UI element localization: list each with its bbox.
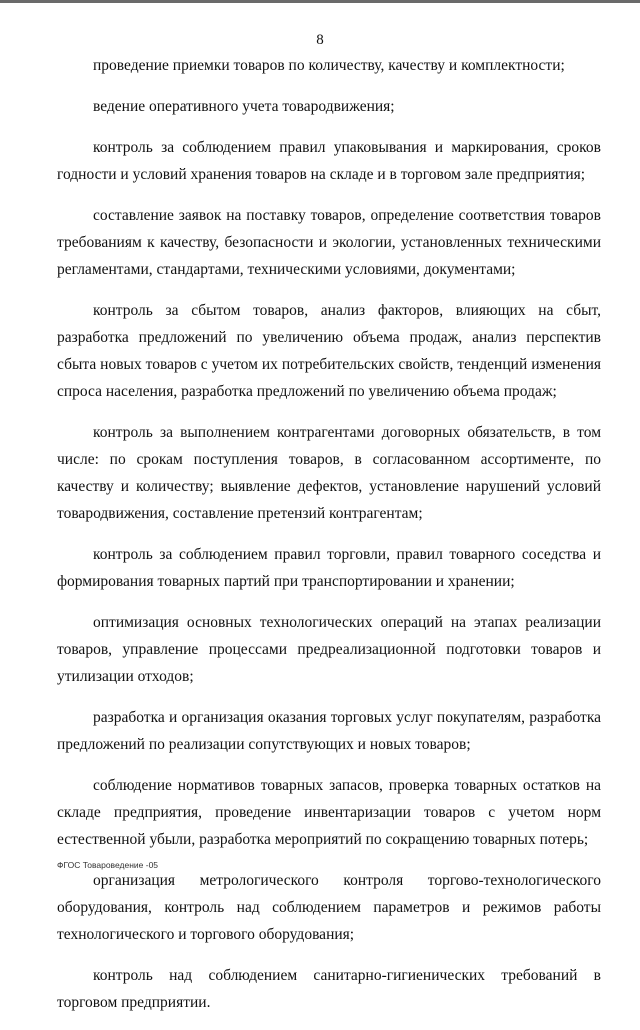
document-body — [57, 52, 601, 1030]
footer-label: ФГОС Товароведение -05 — [57, 860, 159, 870]
paragraph: ведение оперативного учета товародвижения; — [93, 98, 395, 115]
paragraph: контроль за соблюдением правил торговли, правил товарного соседства и формирования товарных партий при транспортировании и хранении; — [57, 546, 601, 590]
paragraph: разработка и организация оказания торговых услуг покупателям, разработка предложений по реализации сопутствующих и новых товаров; — [57, 709, 601, 753]
scan-top-edge — [0, 0, 640, 3]
page-number: 8 — [316, 32, 324, 48]
paragraph: проведение приемки товаров по количеству, качеству и комплектности; — [93, 57, 565, 74]
paragraph: оптимизация основных технологических операций на этапах реализации товаров, управление процессами предреализационной подготовки товаров и утилизации отходов; — [57, 614, 601, 685]
paragraph: контроль над соблюдением санитарно-гигиенических требований в торговом предприятии. — [57, 967, 601, 1011]
paragraph: контроль за выполнением контрагентами договорных обязательств, в том числе: по срокам поступления товаров, в согласованном ассортименте, по качеству и количеству; выявление дефектов, установление нарушений условий товародвижения, составление претензий контрагентам; — [57, 424, 601, 522]
paragraph: составление заявок на поставку товаров, определение соответствия товаров требованиям к качеству, безопасности и экологии, установленных техническими регламентами, стандартами, техническими условиями, документами; — [57, 207, 601, 278]
paragraph: соблюдение нормативов товарных запасов, проверка товарных остатков на складе предприятия, проведение инвентаризации товаров с учетом норм естественной убыли, разработка мероприятий по сокращению товарных потерь; — [57, 777, 601, 848]
paragraph: контроль за соблюдением правил упаковывания и маркирования, сроков годности и условий хранения товаров на складе и в торговом зале предприятия; — [57, 139, 601, 183]
paragraph: контроль за сбытом товаров, анализ факторов, влияющих на сбыт, разработка предложений по увеличению объема продаж, анализ перспектив сбыта новых товаров с учетом их потребительских свойств, тенденций изменения спроса населения, разработка предложений по увеличению объема продаж; — [57, 302, 601, 400]
paragraph: организация метрологического контроля торгово-технологического оборудования, контроль над соблюдением параметров и режимов работы технологического и торгового оборудования; — [57, 872, 601, 943]
